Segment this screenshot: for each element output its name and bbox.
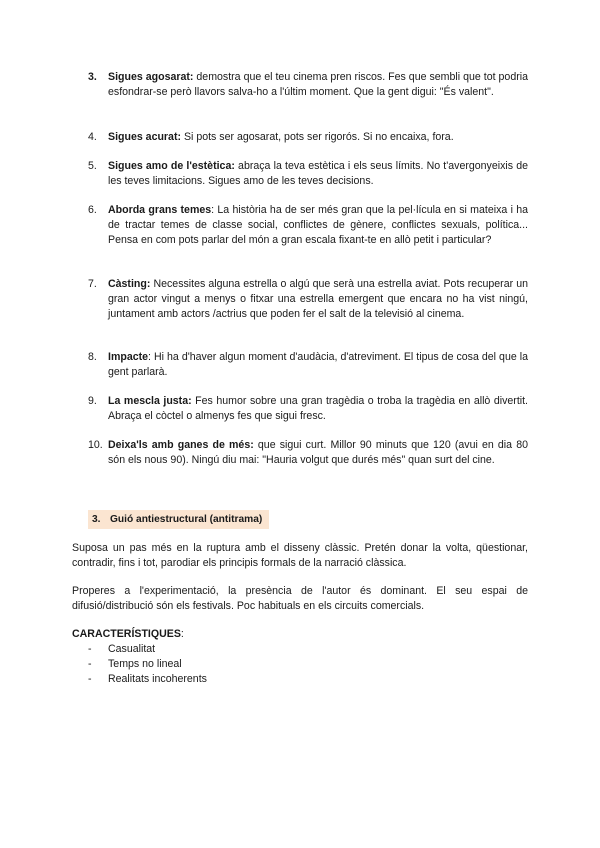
list-number: 6.	[88, 204, 97, 216]
characteristic-text: Temps no lineal	[108, 658, 182, 671]
list-term: Sigues acurat:	[108, 131, 182, 143]
section-number: 3.	[92, 514, 101, 525]
list-term: Deixa'ls amb ganes de més:	[108, 439, 254, 451]
paragraph: Properes a l'experimentació, la presència de l'autor és dominant. El seu espai de difusió/distribució són els festivals. Poc habituals en els circuits comercials.	[72, 585, 528, 613]
dash-bullet: -	[88, 673, 92, 686]
characteristics-colon: :	[180, 628, 184, 640]
list-text: que sigui curt. Millor 90 minuts que 120 (avui en dia 80 són els nous 90). Ningú diu mai: "Hauria volgut que durés més" quan surt del cine.	[108, 439, 528, 467]
list-term: Càsting:	[108, 278, 151, 290]
list-text: : Hi ha d'haver algun moment d'audàcia, d'atreviment. El tipus de cosa del que la gent parlarà.	[108, 351, 528, 379]
list-text: Necessites alguna estrella o algú que serà una estrella aviat. Pots recuperar un gran actor vingut a menys o fitxar una estrella emergent que encara no ha vist ningú, juntament amb actors /actrius que poden fer el salt de la televisió al cinema.	[108, 278, 528, 321]
list-item-7	[88, 277, 528, 323]
list-item	[88, 672, 207, 687]
list-text: abraça la teva estètica i els seus límits. No t'avergonyeixis de les teves limitacions. Sigues amo de les teves decisions.	[108, 160, 528, 188]
section-title: Guió antiestructural (antitrama)	[110, 514, 263, 525]
paragraph: Suposa un pas més en la ruptura amb el disseny clàssic. Pretén donar la volta, qüestionar, contradir, fins i tot, parodiar els principis formals de la narració clàssica.	[72, 542, 528, 570]
dash-bullet: -	[88, 658, 92, 671]
characteristics-label: CARACTERÍSTIQUES	[72, 628, 181, 640]
dash-bullet: -	[88, 643, 92, 655]
list-text: Si pots ser agosarat, pots ser rigorós. Si no encaixa, fora.	[181, 131, 454, 143]
list-text: demostra que el teu cinema pren riscos. Fes que sembli que tot podria esfondrar-se però llavors salva-ho a l'últim moment. Que la gent digui: "És valent".	[108, 71, 528, 99]
list-item-9	[88, 394, 528, 424]
characteristics-list	[88, 642, 207, 688]
list-text: Fes humor sobre una gran tragèdia o troba la tragèdia en allò divertit. Abraça el còctel o almenys fes que sigui fresc.	[108, 395, 528, 423]
list-item-4	[88, 130, 528, 145]
list-number: 8.	[88, 351, 97, 363]
list-term: Aborda grans temes	[108, 204, 212, 216]
characteristic-text: Realitats incoherents	[108, 673, 207, 686]
list-number: 5.	[88, 160, 97, 172]
section-heading	[88, 510, 269, 529]
characteristic-text: Casualitat	[108, 643, 156, 655]
list-item	[88, 642, 207, 657]
list-term: Sigues agosarat:	[108, 71, 194, 83]
list-number: 4.	[88, 131, 97, 143]
list-term: La mescla justa:	[108, 395, 192, 407]
list-term: Impacte	[108, 351, 149, 363]
list-item-6	[88, 203, 528, 249]
list-item-8	[88, 350, 528, 380]
list-text: : La història ha de ser més gran que la pel·lícula en si mateixa i ha de tractar temes de classe social, conflictes de gènere, conflictes sexuals, política... Pensa en com pots parlar del món a gran escala fixant-te en allò petit i particular?	[108, 204, 528, 247]
list-item-10	[88, 438, 528, 468]
list-number: 10.	[88, 439, 103, 451]
list-number: 9.	[88, 395, 97, 407]
list-number: 7.	[88, 278, 97, 290]
list-item-3	[88, 70, 528, 100]
list-term: Sigues amo de l'estètica:	[108, 160, 235, 172]
list-item	[88, 657, 207, 672]
list-number: 3.	[88, 71, 97, 83]
characteristics-title	[72, 627, 184, 642]
list-item-5	[88, 159, 528, 189]
